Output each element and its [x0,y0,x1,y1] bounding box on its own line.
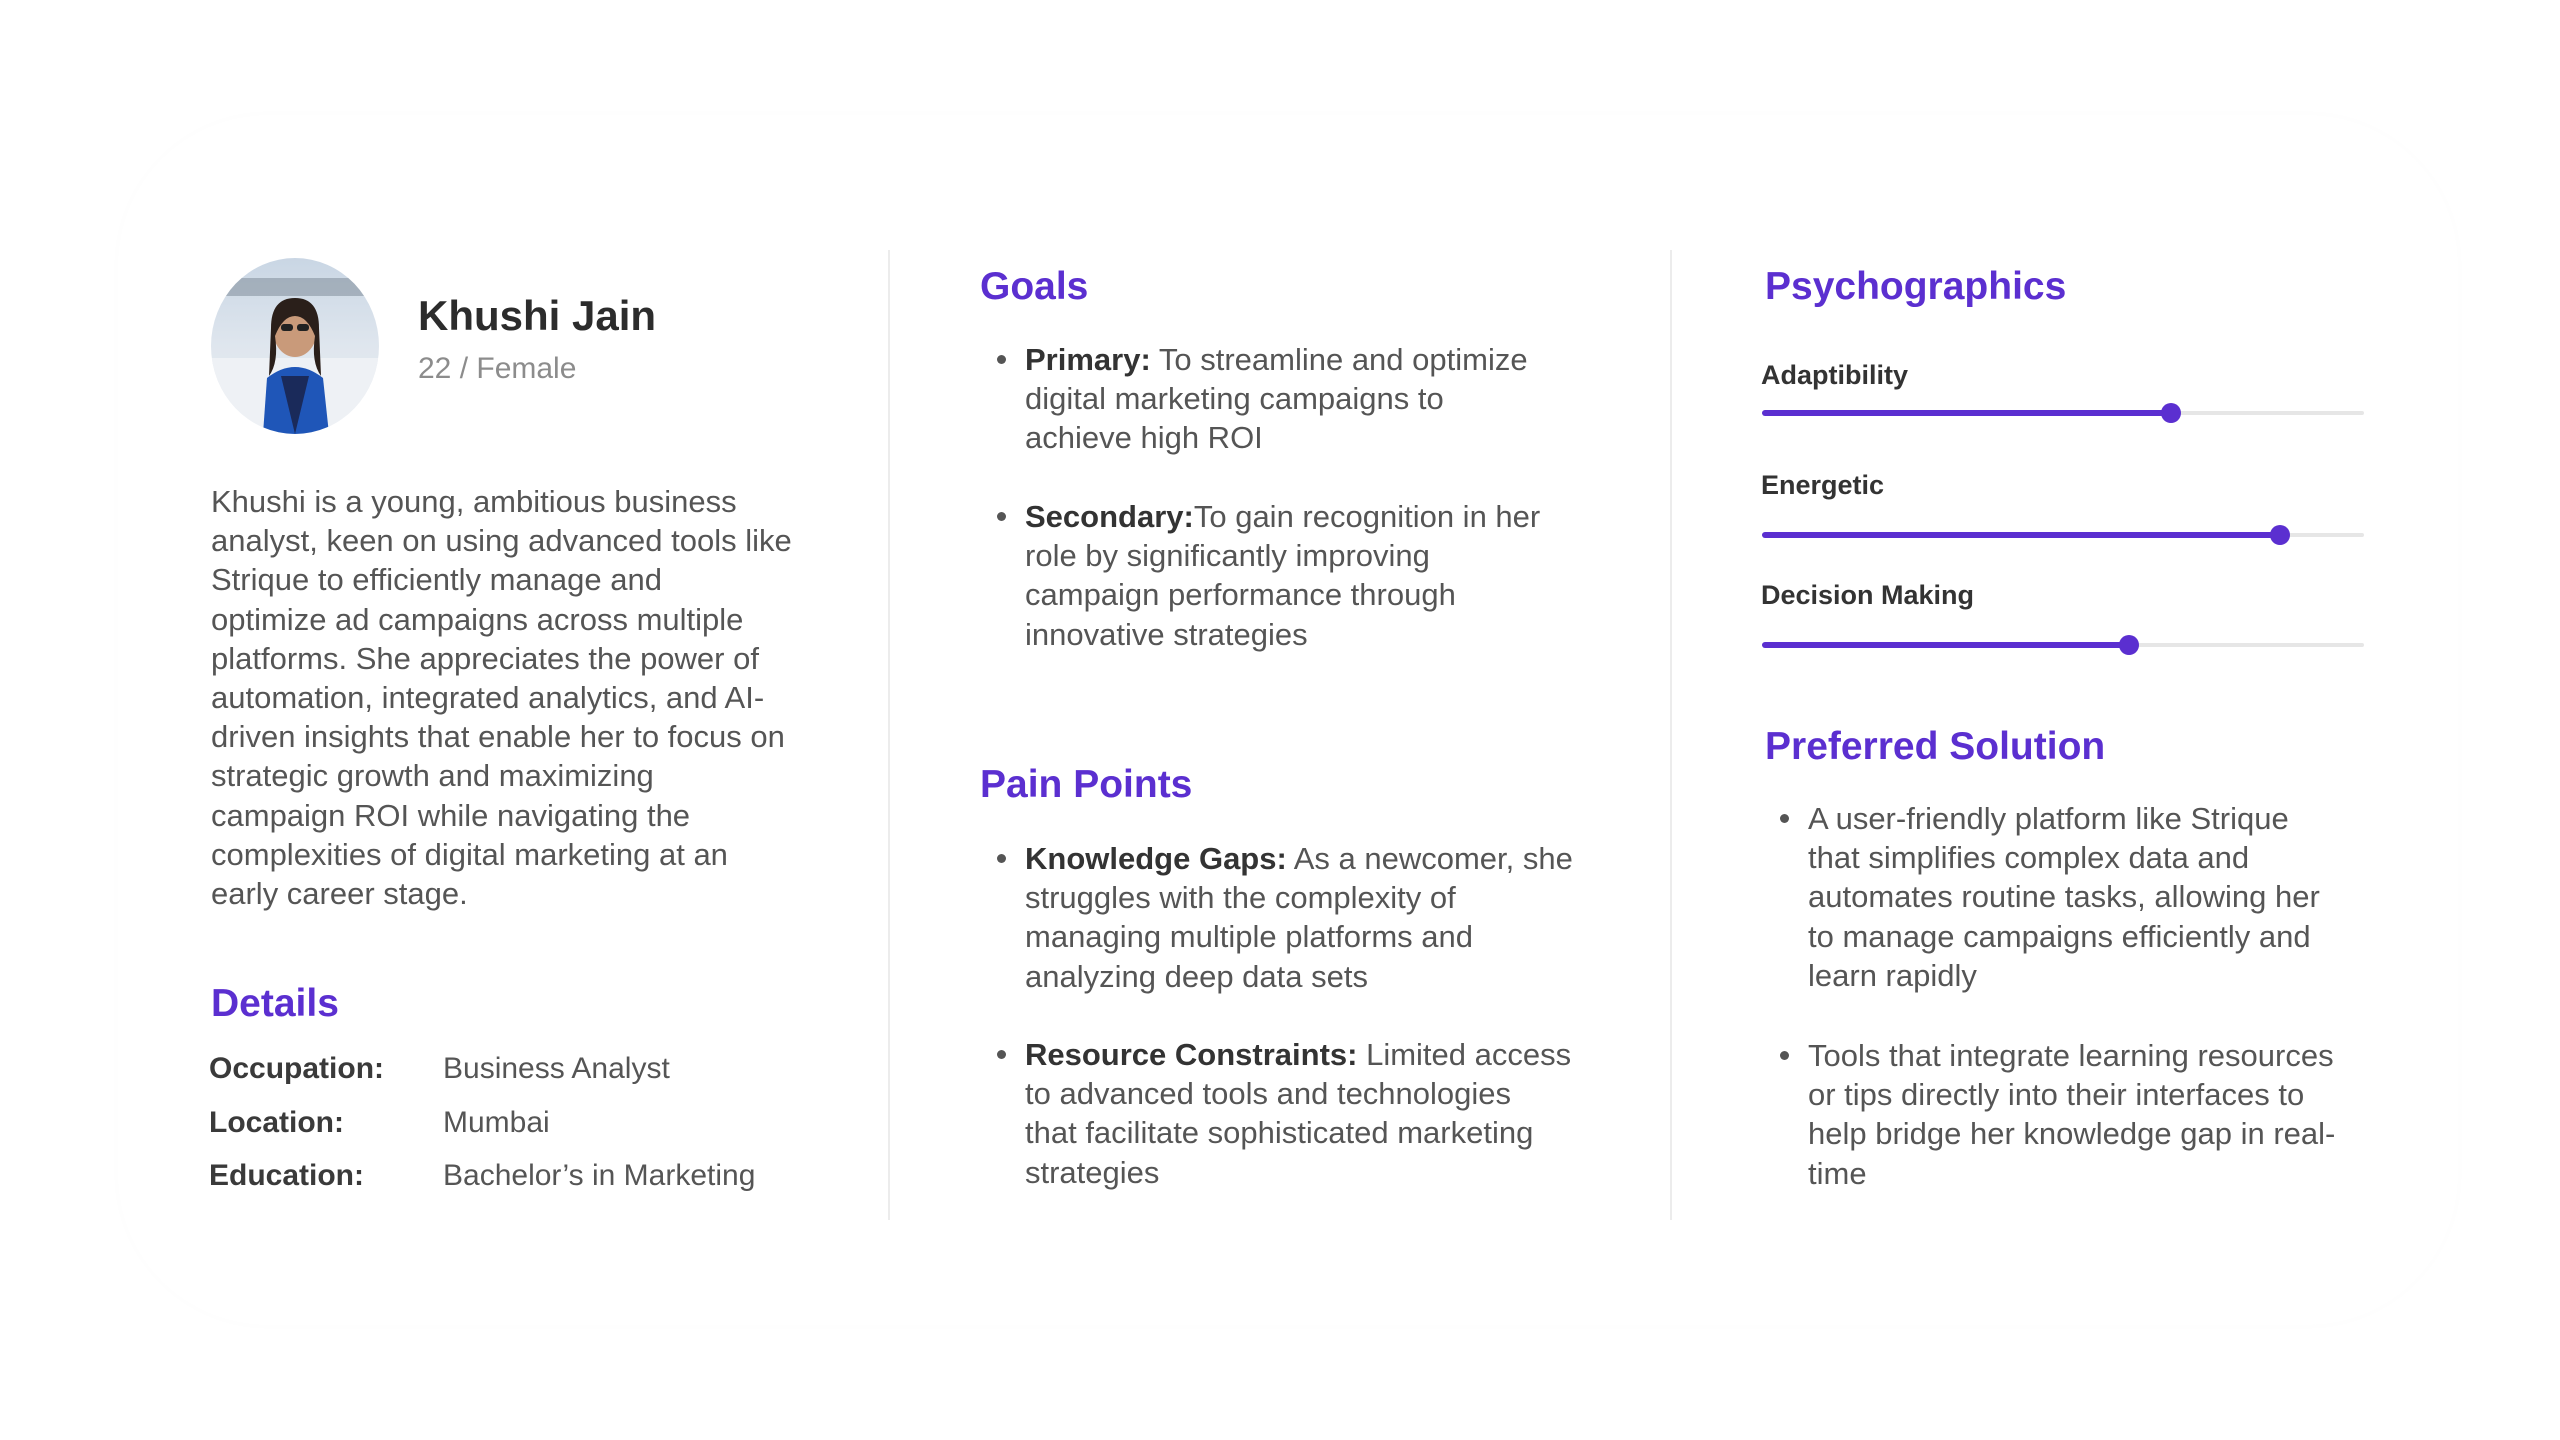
goal-item-primary [1025,340,1528,458]
avatar-photo-icon [211,258,379,434]
slider-handle-icon[interactable] [2119,635,2139,655]
pain-point-text: to advanced tools and technologies [1025,1076,1512,1112]
bio-line: analyst, keen on using advanced tools like [211,523,792,559]
solution-text: or tips directly into their interfaces to [1808,1077,2305,1113]
goal-label: Secondary: [1025,499,1194,534]
pain-point-text: Limited access [1357,1037,1572,1072]
solution-text: to manage campaigns efficiently and [1808,918,2311,954]
bullet-icon [997,355,1006,364]
goal-item-secondary [1025,497,1540,654]
detail-label: Location: [209,1106,344,1139]
preferred-solution-heading: Preferred Solution [1765,725,2106,768]
bio-line: complexities of digital marketing at an [211,836,728,872]
trait-slider-energetic[interactable] [1762,524,2364,546]
solution-text: Tools that integrate learning resources [1808,1038,2334,1073]
bio-line: Strique to efficiently manage and [211,562,662,598]
goals-heading: Goals [980,265,1089,308]
solution-text: A user-friendly platform like Strique [1808,801,2289,836]
bullet-icon [997,1050,1006,1059]
goal-label: Primary: [1025,342,1151,377]
bullet-icon [997,854,1006,863]
goal-text: role by significantly improving [1025,538,1430,574]
trait-slider-adaptibility[interactable] [1762,402,2364,424]
pain-point-text: analyzing deep data sets [1025,958,1368,994]
pain-point-text: struggles with the complexity of [1025,880,1456,916]
bio-line: Khushi is a young, ambitious business [211,484,737,519]
solution-text: that simplifies complex data and [1808,840,2250,876]
detail-label: Education: [209,1159,364,1192]
bio-line: driven insights that enable her to focus on [211,719,785,755]
slider-fill [1762,532,2280,538]
slider-fill [1762,410,2171,416]
pain-point-item-resources [1025,1035,1571,1192]
goal-text: To gain recognition in her [1193,499,1541,534]
bio-line: optimize ad campaigns across multiple [211,601,744,637]
column-divider-right [1670,250,1672,1220]
pain-points-heading: Pain Points [980,763,1193,806]
slider-handle-icon[interactable] [2161,403,2181,423]
goal-text: achieve high ROI [1025,420,1263,456]
pain-point-label: Knowledge Gaps: [1025,841,1287,876]
bullet-icon [1780,1051,1789,1060]
psychographics-heading: Psychographics [1765,265,2067,308]
solution-item [1808,1036,2335,1193]
goal-text: digital marketing campaigns to [1025,381,1444,417]
bio-line: early career stage. [211,876,468,912]
pain-point-label: Resource Constraints: [1025,1037,1358,1072]
solution-text: time [1808,1155,1867,1191]
pain-point-text: As a newcomer, she [1286,841,1573,876]
persona-demographics: 22 / Female [418,352,577,385]
solution-text: learn rapidly [1808,957,1977,993]
bullet-icon [997,512,1006,521]
details-heading: Details [211,982,339,1025]
slider-fill [1762,642,2129,648]
solution-text: help bridge her knowledge gap in real- [1808,1116,2336,1152]
detail-label: Occupation: [209,1052,385,1085]
persona-name: Khushi Jain [418,292,657,339]
bullet-icon [1780,814,1789,823]
pain-point-text: that facilitate sophisticated marketing [1025,1115,1534,1151]
bio-line: strategic growth and maximizing [211,758,654,794]
solution-item [1808,799,2320,995]
trait-slider-decision-making[interactable] [1762,634,2364,656]
goal-text: campaign performance through [1025,577,1456,613]
detail-value: Mumbai [443,1106,550,1139]
bio-line: campaign ROI while navigating the [211,797,691,833]
pain-point-item-knowledge [1025,839,1573,996]
bio-line: automation, integrated analytics, and AI- [211,680,765,716]
detail-value: Business Analyst [443,1052,670,1085]
avatar [211,258,379,434]
column-divider-left [888,250,890,1220]
detail-value: Bachelor’s in Marketing [443,1159,756,1192]
solution-text: automates routine tasks, allowing her [1808,879,2320,915]
bio-line: platforms. She appreciates the power of [211,640,759,676]
slider-handle-icon[interactable] [2270,525,2290,545]
pain-point-text: strategies [1025,1154,1160,1190]
persona-bio [211,482,831,913]
goal-text: To streamline and optimize [1150,342,1528,377]
trait-label-adaptibility: Adaptibility [1761,360,1908,390]
trait-label-decision-making: Decision Making [1761,580,1975,610]
pain-point-text: managing multiple platforms and [1025,919,1474,955]
goal-text: innovative strategies [1025,616,1308,652]
trait-label-energetic: Energetic [1761,470,1885,500]
